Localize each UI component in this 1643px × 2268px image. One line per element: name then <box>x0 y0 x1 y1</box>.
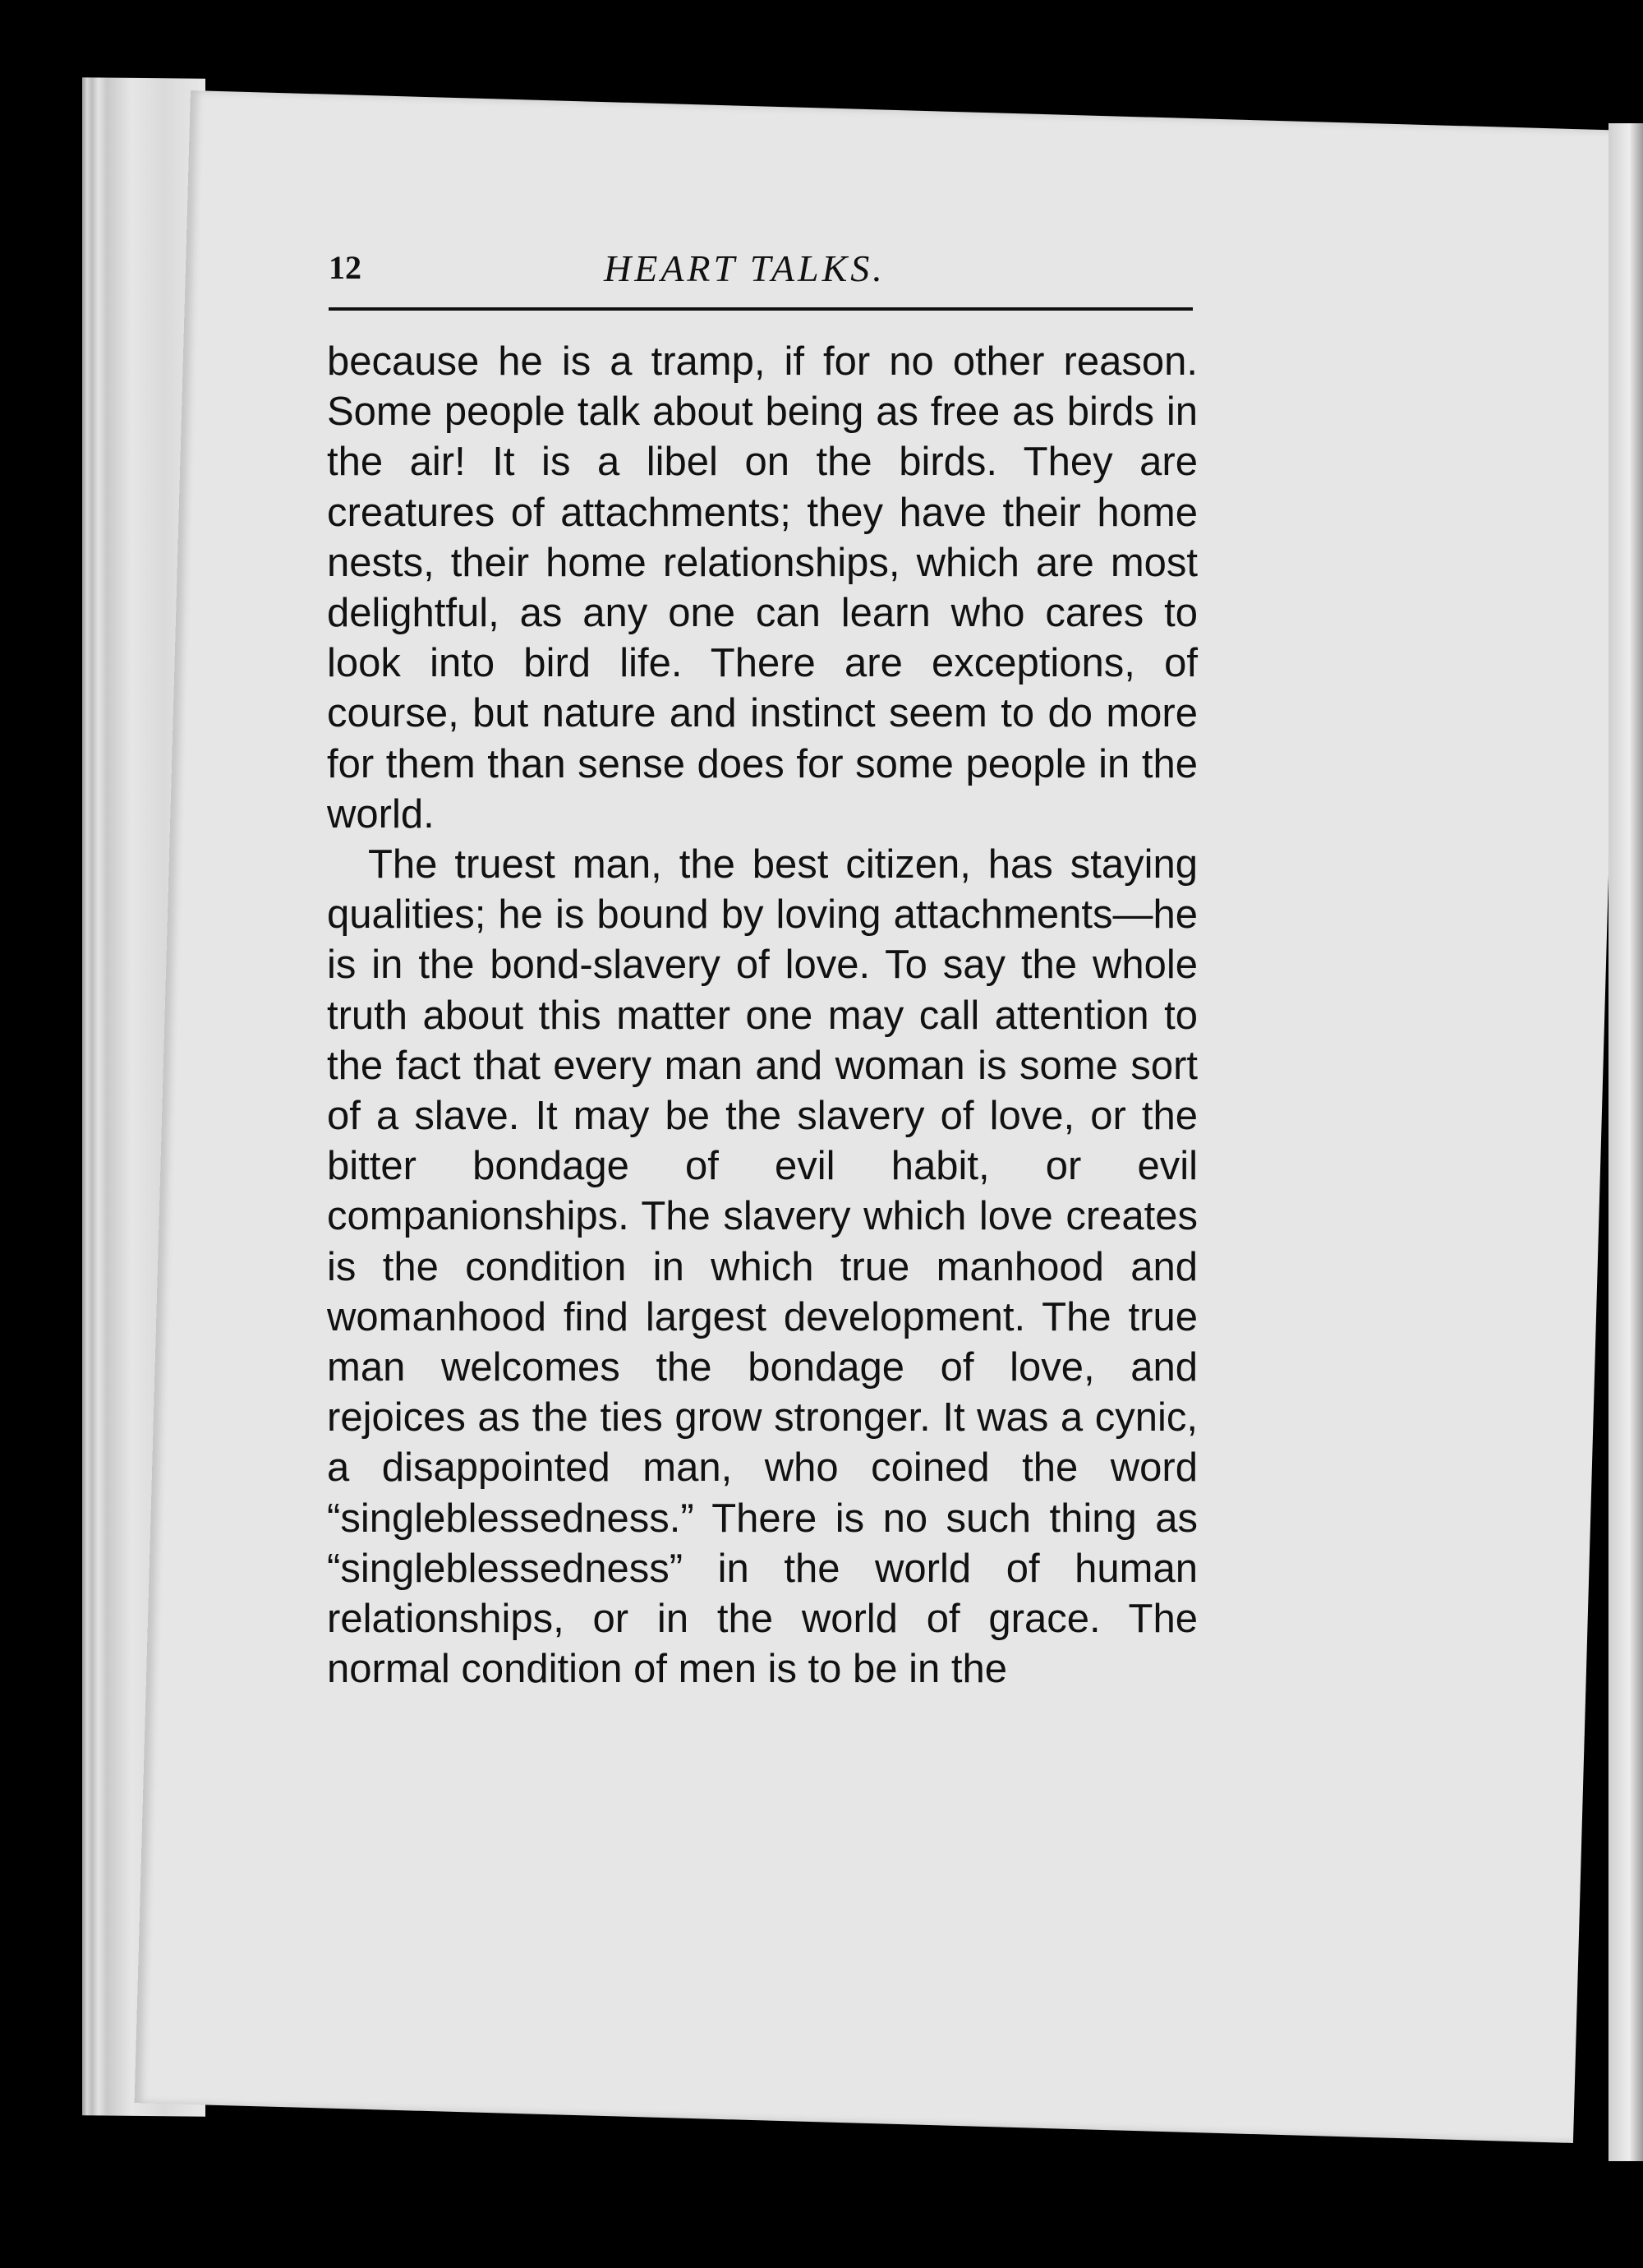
body-text <box>327 337 1198 1694</box>
page-number: 12 <box>329 249 361 286</box>
facing-page-edge <box>1608 123 1643 2161</box>
paragraph: The truest man, the best citizen, has staying qualities; he is bound by loving attachments—he is in the bond-slavery of love. To say the whole truth about this matter one may call attention to the fact that every man and woman is some sort of a slave. It may be the slavery of love, or the bitter bondage of evil habit, or evil companionships. The slavery which love creates is the condition in which true manhood and womanhood find largest development. The true man welcomes the bondage of love, and rejoices as the ties grow stronger. It was a cynic, a disappointed man, who coined the word “singleblessedness.” There is no such thing as “singleblessedness” in the world of human relationships, or in the world of grace. The normal condition of men is to be in the <box>327 842 1198 1692</box>
page-header <box>329 248 1191 322</box>
header-rule <box>329 307 1193 311</box>
running-head: HEART TALKS. <box>604 247 886 289</box>
paragraph-continued: because he is a tramp, if for no other reason. Some people talk about being as free as birds in the air! It is a libel on the birds. They are creatures of attachments; they have their home nests, their home relationships, which are most delightful, as any one can learn who cares to look into bird life. There are exceptions, of course, but nature and instinct seem to do more for them than sense does for some people in the world. <box>327 339 1198 837</box>
